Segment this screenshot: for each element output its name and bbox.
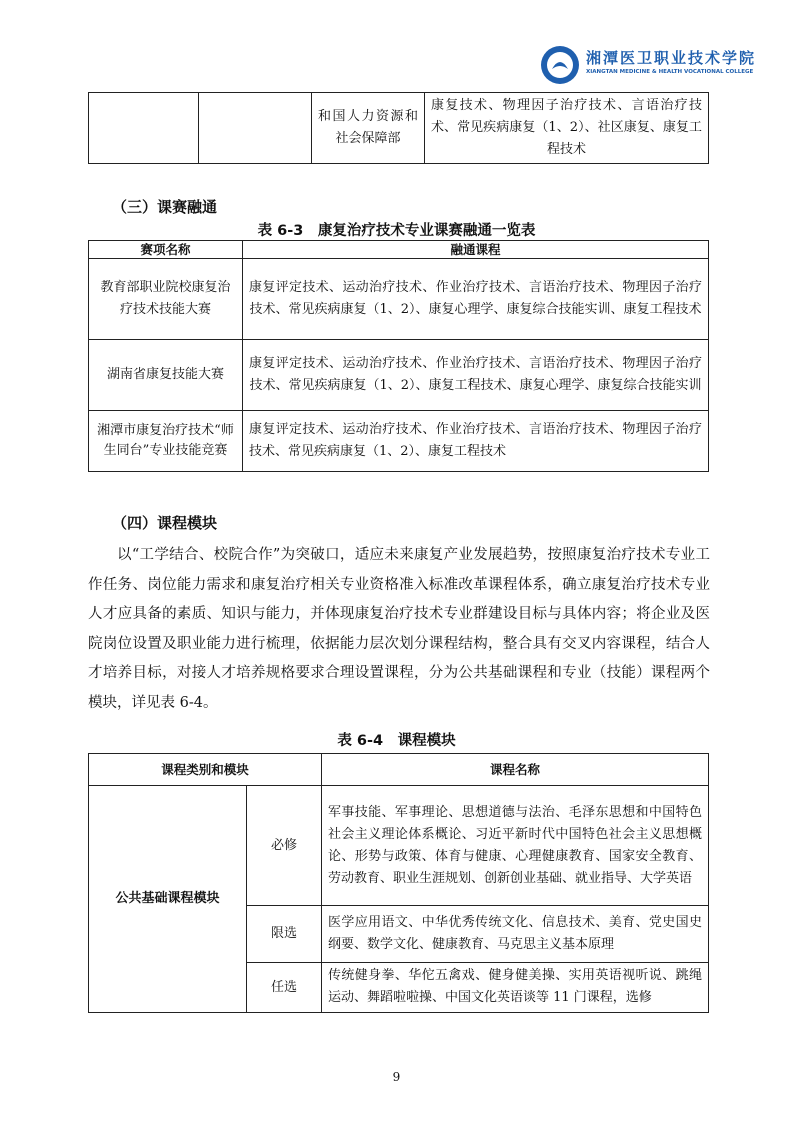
table-row — [89, 340, 709, 411]
table-cell: 康复技术、物理因子治疗技术、言语治疗技术、常见疾病康复（1、2）、社区康复、康复工程技术 — [425, 93, 709, 164]
competition-name: 教育部职业院校康复治疗技术技能大赛 — [89, 259, 243, 340]
page-number: 9 — [392, 1070, 401, 1084]
college-logo — [540, 45, 757, 85]
page-cutoff — [0, 1016, 793, 1056]
module-name: 公共基础课程模块 — [89, 786, 247, 1013]
table-caption: 表 6-4 课程模块 — [337, 733, 456, 749]
courses: 康复评定技术、运动治疗技术、作业治疗技术、言语治疗技术、物理因子治疗技术、常见疾病康复（1、2）、康复工程技术、康复心理学、康复综合技能实训 — [243, 340, 709, 411]
column-header: 课程类别和模块 — [89, 754, 322, 786]
course-type: 任选 — [247, 963, 322, 1013]
courses: 康复评定技术、运动治疗技术、作业治疗技术、言语治疗技术、物理因子治疗技术、常见疾病康复（1、2）、康复心理学、康复综合技能实训、康复工程技术 — [243, 259, 709, 340]
section-heading: （四）课程模块 — [112, 514, 218, 532]
course-type: 限选 — [247, 906, 322, 963]
table-6-4 — [88, 753, 709, 1013]
table-6-3 — [88, 240, 709, 472]
table-cell — [89, 93, 199, 164]
logo-name-cn: 湘潭医卫职业技术学院 — [586, 49, 757, 67]
college-emblem-icon — [540, 45, 580, 85]
column-header: 赛项名称 — [89, 241, 243, 259]
competition-name: 湘潭市康复治疗技术“师生同台”专业技能竞赛 — [89, 411, 243, 472]
courses: 医学应用语文、中华优秀传统文化、信息技术、美育、党史国史纲要、数学文化、健康教育、马克思主义基本原理 — [322, 906, 709, 963]
table-header-row — [89, 241, 709, 259]
column-header: 课程名称 — [322, 754, 709, 786]
table-row — [89, 786, 709, 906]
table-header-row — [89, 754, 709, 786]
column-header: 融通课程 — [243, 241, 709, 259]
competition-name: 湖南省康复技能大赛 — [89, 340, 243, 411]
courses: 军事技能、军事理论、思想道德与法治、毛泽东思想和中国特色社会主义理论体系概论、习近平新时代中国特色社会主义思想概论、形势与政策、体育与健康、心理健康教育、国家安全教育、劳动教育、职业生涯规划、创新创业基础、就业指导、大学英语 — [322, 786, 709, 906]
courses: 康复评定技术、运动治疗技术、作业治疗技术、言语治疗技术、物理因子治疗技术、常见疾病康复（1、2）、康复工程技术 — [243, 411, 709, 472]
table-caption: 表 6-3 康复治疗技术专业课赛融通一览表 — [257, 223, 536, 239]
table-row — [89, 93, 709, 164]
logo-name-en: XIANGTAN MEDICINE & HEALTH VOCATIONAL COLLEGE — [586, 69, 754, 75]
course-type: 必修 — [247, 786, 322, 906]
section-heading: （三）课赛融通 — [112, 198, 218, 216]
courses: 传统健身拳、华佗五禽戏、健身健美操、实用英语视听说、跳绳运动、舞蹈啦啦操、中国文化英语谈等 11 门课程，选修 — [322, 963, 709, 1013]
table-prev-continued — [88, 92, 709, 164]
table-cell — [199, 93, 312, 164]
table-cell: 和国人力资源和社会保障部 — [312, 93, 425, 164]
table-row — [89, 411, 709, 472]
body-paragraph: 以“工学结合、校院合作”为突破口，适应未来康复产业发展趋势，按照康复治疗技术专业工作任务、岗位能力需求和康复治疗相关专业资格准入标准改革课程体系，确立康复治疗技术专业人才应具备的素质、知识与能力，并体现康复治疗技术专业群建设目标与具体内容；将企业及医院岗位设置及职业能力进行梳理，依据能力层次划分课程结构，整合具有交叉内容课程，结合人才培养目标，对接人才培养规格要求合理设置课程，分为公共基础课程和专业（技能）课程两个模块，详见表 6-4。 — [88, 547, 710, 711]
table-row — [89, 259, 709, 340]
